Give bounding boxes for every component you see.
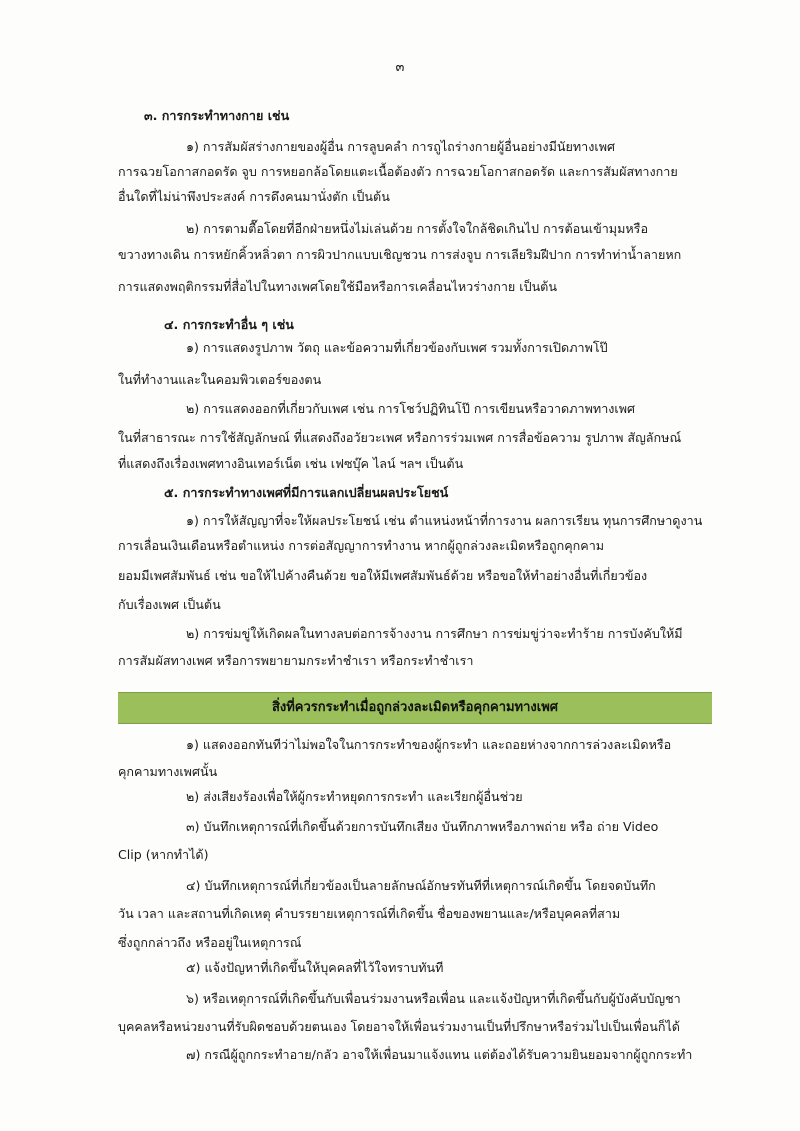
s3-item2-line3: การแสดงพฤติกรรมที่สื่อไปในทางเพศโดยใช้มือหรือการเคลื่อนไหวร่างกาย เป็นต้น — [118, 279, 557, 294]
step-4-line3: ซึ่งถูกกล่าวถึง หรืออยู่ในเหตุการณ์ — [118, 935, 302, 950]
s4-item1-line2: ในที่ทำงานและในคอมพิวเตอร์ของตน — [118, 372, 322, 387]
step-7: ๗) กรณีผู้ถูกกระทำอาย/กลัว อาจให้เพื่อนมาแจ้งแทน แต่ต้องได้รับความยินยอมจากผู้ถูกกระทำ — [186, 1047, 693, 1062]
step-4-line2: วัน เวลา และสถานที่เกิดเหตุ คำบรรยายเหตุการณ์ที่เกิดขึ้น ชื่อของพยานและ/หรือบุคคลที่สาม — [118, 906, 621, 921]
s5-item2-line1: ๒) การข่มขู่ให้เกิดผลในทางลบต่อการจ้างงาน การศึกษา การข่มขู่ว่าจะทำร้าย การบังคับให้มี — [186, 626, 683, 641]
s3-item1-line3: อื่นใดที่ไม่น่าพึงประสงค์ การดึงคนมานั่งตัก เป็นต้น — [118, 189, 390, 204]
s3-item2-line1: ๒) การตามตื๊อโดยที่อีกฝ่ายหนึ่งไม่เล่นด้วย การตั้งใจใกล้ชิดเกินไป การต้อนเข้ามุมหรือ — [186, 221, 649, 236]
step-1-line1: ๑) แสดงออกทันทีว่าไม่พอใจในการกระทำของผู้กระทำ และถอยห่างจากการล่วงละเมิดหรือ — [186, 737, 672, 752]
step-2: ๒) ส่งเสียงร้องเพื่อให้ผู้กระทำหยุดการกระทำ และเรียกผู้อื่นช่วย — [186, 789, 523, 804]
step-3-line1: ๓) บันทึกเหตุการณ์ที่เกิดขึ้นด้วยการบันทึกเสียง บันทึกภาพหรือภาพถ่าย หรือ ถ่าย Video — [186, 819, 659, 834]
section-5-title: ๕. การกระทำทางเพศที่มีการแลกเปลี่ยนผลประโยชน์ — [164, 485, 449, 500]
page-number: ๓ — [395, 60, 405, 75]
s3-item1-line1: ๑) การสัมผัสร่างกายของผู้อื่น การลูบคลำ การถูไถร่างกายผู้อื่นอย่างมีนัยทางเพศ — [186, 139, 615, 154]
s5-item1-line3: ยอมมีเพศสัมพันธ์ เช่น ขอให้ไปค้างคืนด้วย ขอให้มีเพศสัมพันธ์ด้วย หรือขอให้ทำอย่างอื่นที่เกี่ยวข้อง — [118, 568, 648, 583]
s5-item1-line1: ๑) การให้สัญญาที่จะให้ผลประโยชน์ เช่น ตำแหน่งหน้าที่การงาน ผลการเรียน ทุนการศึกษาดูงาน — [186, 513, 703, 528]
step-3-line2: Clip (หากทำได้) — [118, 847, 209, 862]
s4-item2-line2: ในที่สาธารณะ การใช้สัญลักษณ์ ที่แสดงถึงอวัยวะเพศ หรือการร่วมเพศ การสื่อข้อความ รูปภาพ สัญลักษณ์ — [118, 430, 682, 445]
step-4-line1: ๔) บันทึกเหตุการณ์ที่เกี่ยวข้องเป็นลายลักษณ์อักษรทันทีที่เหตุการณ์เกิดขึ้น โดยจดบันทึก — [186, 878, 656, 893]
s5-item1-line2: การเลื่อนเงินเดือนหรือตำแหน่ง การต่อสัญญาการทำงาน หากผู้ถูกล่วงละเมิดหรือถูกคุกคาม — [118, 538, 605, 553]
section-4-title: ๔. การกระทำอื่น ๆ เช่น — [164, 317, 294, 332]
section-heading-band — [118, 692, 712, 724]
s3-item1-line2: การฉวยโอกาสกอดรัด จูบ การหยอกล้อโดยแตะเนื้อต้องตัว การฉวยโอกาสกอดรัด และการสัมผัสทางกาย — [118, 164, 678, 179]
step-5: ๕) แจ้งปัญหาที่เกิดขึ้นให้บุคคลที่ไว้ใจทราบทันที — [186, 960, 444, 975]
section-heading: สิ่งที่ควรกระทำเมื่อถูกล่วงละเมิดหรือคุกคามทางเพศ — [271, 700, 559, 715]
step-1-line2: คุกคามทางเพศนั้น — [118, 764, 218, 779]
step-6-line1: ๖) หรือเหตุการณ์ที่เกิดขึ้นกับเพื่อนร่วมงานหรือเพื่อน และแจ้งปัญหาที่เกิดขึ้นกับผู้บังคับบัญชา — [186, 991, 681, 1006]
step-6-line2: บุคคลหรือหน่วยงานที่รับผิดชอบด้วยตนเอง โดยอาจให้เพื่อนร่วมงานเป็นที่ปรึกษาหรือร่วมไปเป็นเพื่อนก็ได้ — [118, 1019, 680, 1034]
s4-item2-line1: ๒) การแสดงออกที่เกี่ยวกับเพศ เช่น การโชว์ปฏิทินโป๊ การเขียนหรือวาดภาพทางเพศ — [186, 401, 636, 416]
s4-item1-line1: ๑) การแสดงรูปภาพ วัตถุ และข้อความที่เกี่ยวข้องกับเพศ รวมทั้งการเปิดภาพโป๊ — [186, 340, 608, 355]
s4-item2-line3: ที่แสดงถึงเรื่องเพศทางอินเทอร์เน็ต เช่น เฟซบุ๊ค ไลน์ ฯลฯ เป็นต้น — [118, 456, 464, 471]
section-3-title: ๓. การกระทำทางกาย เช่น — [144, 108, 290, 123]
s5-item1-line4: กับเรื่องเพศ เป็นต้น — [118, 597, 221, 612]
s5-item2-line2: การสัมผัสทางเพศ หรือการพยายามกระทำชำเรา หรือกระทำชำเรา — [118, 653, 474, 668]
s3-item2-line2: ขวางทางเดิน การหยักคิ้วหลิ่วตา การผิวปากแบบเชิญชวน การส่งจูบ การเลียริมฝีปาก การทำท่าน้ำลายหก — [118, 247, 682, 262]
